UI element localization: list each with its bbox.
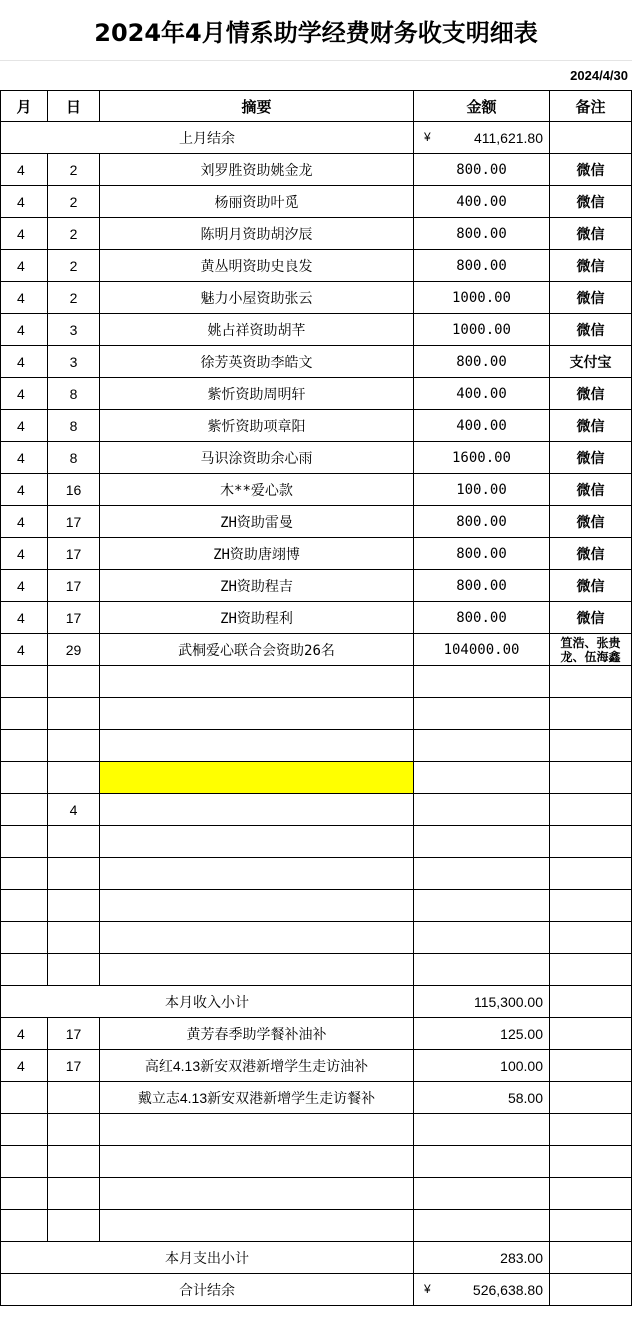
table-row: [0, 378, 632, 410]
table-row: [0, 1050, 632, 1082]
day-cell: 2: [48, 218, 100, 250]
amount-cell: [414, 922, 550, 954]
amount-cell: 800.00: [414, 250, 550, 282]
summary-cell: 马识涂资助余心雨: [100, 442, 414, 474]
summary-cell: ZH资助唐翊博: [100, 538, 414, 570]
amount-cell: [414, 698, 550, 730]
note-cell: 微信: [550, 506, 632, 538]
table-row: [0, 570, 632, 602]
note-cell: 微信: [550, 410, 632, 442]
header-day: 日: [48, 90, 100, 122]
summary-cell: 黄芳春季助学餐补油补: [100, 1018, 414, 1050]
amount-cell: 800.00: [414, 602, 550, 634]
summary-cell: ZH资助雷曼: [100, 506, 414, 538]
previous-balance-amount: 411,621.80: [473, 129, 543, 146]
month-cell: 4: [0, 1050, 48, 1082]
table-row: [0, 826, 632, 858]
summary-cell: 陈明月资助胡汐辰: [100, 218, 414, 250]
table-row: [0, 634, 632, 666]
month-cell: 4: [0, 570, 48, 602]
header-amount: 金额: [414, 90, 550, 122]
month-cell: [0, 922, 48, 954]
month-cell: 4: [0, 282, 48, 314]
table-row: [0, 1082, 632, 1114]
month-cell: [0, 730, 48, 762]
summary-cell: ZH资助程利: [100, 602, 414, 634]
table-row: [0, 1114, 632, 1146]
month-cell: 4: [0, 474, 48, 506]
note-cell: [550, 794, 632, 826]
header-summary: 摘要: [100, 90, 414, 122]
amount-cell: 800.00: [414, 346, 550, 378]
table-row: [0, 154, 632, 186]
month-cell: 4: [0, 410, 48, 442]
previous-balance-amount-cell: [414, 122, 550, 154]
amount-cell: 100.00: [414, 474, 550, 506]
note-cell: [550, 762, 632, 794]
month-cell: 4: [0, 506, 48, 538]
day-cell: [48, 922, 100, 954]
month-cell: [0, 1146, 48, 1178]
day-cell: 3: [48, 314, 100, 346]
month-cell: 4: [0, 378, 48, 410]
note-cell: [550, 1082, 632, 1114]
table-row: [0, 346, 632, 378]
amount-cell: [414, 1178, 550, 1210]
note-cell: 笪浩、张贵龙、伍海鑫: [550, 634, 632, 666]
amount-cell: [414, 1146, 550, 1178]
note-cell: [550, 1050, 632, 1082]
total-balance-note: [550, 1274, 632, 1306]
note-cell: 微信: [550, 218, 632, 250]
expense-subtotal-label: 本月支出小计: [0, 1242, 414, 1274]
expense-subtotal-row: [0, 1242, 632, 1274]
summary-cell: 高红4.13新安双港新增学生走访油补: [100, 1050, 414, 1082]
month-cell: 4: [0, 154, 48, 186]
total-balance-label: 合计结余: [0, 1274, 414, 1306]
day-cell: 16: [48, 474, 100, 506]
day-cell: 8: [48, 378, 100, 410]
amount-cell: 800.00: [414, 538, 550, 570]
summary-cell: [100, 730, 414, 762]
note-cell: 微信: [550, 602, 632, 634]
amount-cell: 400.00: [414, 186, 550, 218]
table-row: [0, 1210, 632, 1242]
amount-cell: [414, 1114, 550, 1146]
amount-cell: 100.00: [414, 1050, 550, 1082]
month-cell: 4: [0, 218, 48, 250]
amount-cell: 1000.00: [414, 314, 550, 346]
month-cell: 4: [0, 186, 48, 218]
note-cell: [550, 858, 632, 890]
day-cell: [48, 1210, 100, 1242]
note-cell: 支付宝: [550, 346, 632, 378]
table-row: [0, 282, 632, 314]
note-cell: 微信: [550, 474, 632, 506]
note-cell: 微信: [550, 570, 632, 602]
month-cell: 4: [0, 1018, 48, 1050]
summary-cell: 木**爱心款: [100, 474, 414, 506]
amount-cell: [414, 890, 550, 922]
table-row: [0, 1018, 632, 1050]
amount-cell: 400.00: [414, 378, 550, 410]
day-cell: 2: [48, 186, 100, 218]
day-cell: 4: [48, 794, 100, 826]
day-cell: [48, 762, 100, 794]
month-cell: 4: [0, 634, 48, 666]
previous-balance-label: 上月结余: [0, 122, 414, 154]
note-cell: 微信: [550, 250, 632, 282]
summary-cell: [100, 826, 414, 858]
table-row: [0, 250, 632, 282]
summary-cell: 徐芳英资助李皓文: [100, 346, 414, 378]
note-cell: [550, 826, 632, 858]
table-row: [0, 314, 632, 346]
summary-cell: [100, 890, 414, 922]
summary-cell: ZH资助程吉: [100, 570, 414, 602]
day-cell: 17: [48, 602, 100, 634]
month-cell: [0, 890, 48, 922]
amount-cell: [414, 1210, 550, 1242]
month-cell: [0, 858, 48, 890]
day-cell: [48, 826, 100, 858]
table-row: [0, 762, 632, 794]
day-cell: [48, 1146, 100, 1178]
amount-cell: [414, 794, 550, 826]
day-cell: 2: [48, 154, 100, 186]
income-subtotal-row: [0, 986, 632, 1018]
summary-cell: 魅力小屋资助张云: [100, 282, 414, 314]
day-cell: [48, 1082, 100, 1114]
currency-symbol: ¥: [424, 130, 431, 144]
highlighted-summary-cell: [100, 762, 414, 794]
month-cell: [0, 826, 48, 858]
amount-cell: 800.00: [414, 218, 550, 250]
month-cell: [0, 794, 48, 826]
day-cell: 8: [48, 442, 100, 474]
amount-cell: [414, 666, 550, 698]
note-cell: [550, 954, 632, 986]
month-cell: [0, 666, 48, 698]
day-cell: [48, 666, 100, 698]
summary-cell: [100, 954, 414, 986]
amount-cell: [414, 858, 550, 890]
day-cell: [48, 858, 100, 890]
month-cell: [0, 954, 48, 986]
day-cell: 17: [48, 570, 100, 602]
table-row: [0, 186, 632, 218]
table-row: [0, 506, 632, 538]
summary-cell: [100, 1210, 414, 1242]
amount-cell: 800.00: [414, 570, 550, 602]
note-cell: [550, 730, 632, 762]
summary-cell: 杨丽资助叶觅: [100, 186, 414, 218]
amount-cell: 104000.00: [414, 634, 550, 666]
table-row: [0, 1178, 632, 1210]
table-row: [0, 442, 632, 474]
previous-balance-row: [0, 122, 632, 154]
month-cell: 4: [0, 250, 48, 282]
income-subtotal-label: 本月收入小计: [0, 986, 414, 1018]
table-row: [0, 1146, 632, 1178]
note-cell: [550, 922, 632, 954]
day-cell: [48, 954, 100, 986]
currency-symbol: ¥: [424, 1282, 431, 1296]
previous-balance-note: [550, 122, 632, 154]
amount-cell: [414, 826, 550, 858]
month-cell: [0, 1114, 48, 1146]
report-date: 2024/4/30: [570, 68, 628, 83]
table-row: [0, 858, 632, 890]
total-balance-amount: 526,638.80: [472, 1281, 543, 1298]
day-cell: 17: [48, 538, 100, 570]
month-cell: [0, 698, 48, 730]
table-row: [0, 410, 632, 442]
day-cell: 17: [48, 1050, 100, 1082]
summary-cell: [100, 922, 414, 954]
month-cell: 4: [0, 346, 48, 378]
note-cell: 微信: [550, 314, 632, 346]
amount-cell: [414, 954, 550, 986]
day-cell: 2: [48, 282, 100, 314]
summary-cell: 紫忻资助周明轩: [100, 378, 414, 410]
summary-cell: [100, 1178, 414, 1210]
note-cell: [550, 1018, 632, 1050]
note-cell: [550, 666, 632, 698]
summary-cell: [100, 1146, 414, 1178]
summary-cell: [100, 1114, 414, 1146]
total-balance-amount-cell: [414, 1274, 550, 1306]
day-cell: 2: [48, 250, 100, 282]
table-row: [0, 954, 632, 986]
day-cell: [48, 698, 100, 730]
amount-cell: 400.00: [414, 410, 550, 442]
table-row: [0, 922, 632, 954]
day-cell: [48, 890, 100, 922]
table-header-row: [0, 90, 632, 122]
amount-cell: [414, 730, 550, 762]
table-row: [0, 666, 632, 698]
table-row: [0, 890, 632, 922]
month-cell: [0, 1082, 48, 1114]
summary-cell: 刘罗胜资助姚金龙: [100, 154, 414, 186]
month-cell: [0, 1178, 48, 1210]
day-cell: 29: [48, 634, 100, 666]
month-cell: [0, 762, 48, 794]
month-cell: 4: [0, 602, 48, 634]
amount-cell: 800.00: [414, 154, 550, 186]
expense-subtotal-note: [550, 1242, 632, 1274]
table-row: [0, 218, 632, 250]
day-cell: [48, 1114, 100, 1146]
day-cell: 17: [48, 506, 100, 538]
day-cell: [48, 730, 100, 762]
note-cell: 微信: [550, 154, 632, 186]
month-cell: 4: [0, 314, 48, 346]
summary-cell: 黄丛明资助史良发: [100, 250, 414, 282]
summary-cell: 姚占祥资助胡芊: [100, 314, 414, 346]
month-cell: 4: [0, 442, 48, 474]
summary-cell: 武桐爱心联合会资助26名: [100, 634, 414, 666]
expense-subtotal-amount: 283.00: [414, 1242, 550, 1274]
summary-cell: [100, 794, 414, 826]
income-subtotal-note: [550, 986, 632, 1018]
day-cell: 3: [48, 346, 100, 378]
amount-cell: 58.00: [414, 1082, 550, 1114]
note-cell: [550, 1146, 632, 1178]
summary-cell: [100, 666, 414, 698]
table-row: [0, 794, 632, 826]
amount-cell: 1000.00: [414, 282, 550, 314]
day-cell: 8: [48, 410, 100, 442]
note-cell: 微信: [550, 378, 632, 410]
month-cell: 4: [0, 538, 48, 570]
day-cell: [48, 1178, 100, 1210]
note-cell: 微信: [550, 186, 632, 218]
table-row: [0, 730, 632, 762]
header-month: 月: [0, 90, 48, 122]
note-cell: [550, 1114, 632, 1146]
amount-cell: 1600.00: [414, 442, 550, 474]
note-cell: [550, 698, 632, 730]
total-balance-row: [0, 1274, 632, 1306]
note-cell: 微信: [550, 538, 632, 570]
page-title: 2024年4月情系助学经费财务收支明细表: [0, 0, 632, 61]
summary-cell: 紫忻资助项章阳: [100, 410, 414, 442]
note-cell: [550, 890, 632, 922]
amount-cell: 125.00: [414, 1018, 550, 1050]
table-row: [0, 538, 632, 570]
note-cell: [550, 1210, 632, 1242]
amount-cell: [414, 762, 550, 794]
note-cell: 微信: [550, 442, 632, 474]
note-cell: [550, 1178, 632, 1210]
month-cell: [0, 1210, 48, 1242]
amount-cell: 800.00: [414, 506, 550, 538]
table-row: [0, 474, 632, 506]
day-cell: 17: [48, 1018, 100, 1050]
summary-cell: [100, 698, 414, 730]
income-subtotal-amount: 115,300.00: [414, 986, 550, 1018]
summary-cell: 戴立志4.13新安双港新增学生走访餐补: [100, 1082, 414, 1114]
table-row: [0, 602, 632, 634]
header-note: 备注: [550, 90, 632, 122]
summary-cell: [100, 858, 414, 890]
table-row: [0, 698, 632, 730]
note-cell: 微信: [550, 282, 632, 314]
